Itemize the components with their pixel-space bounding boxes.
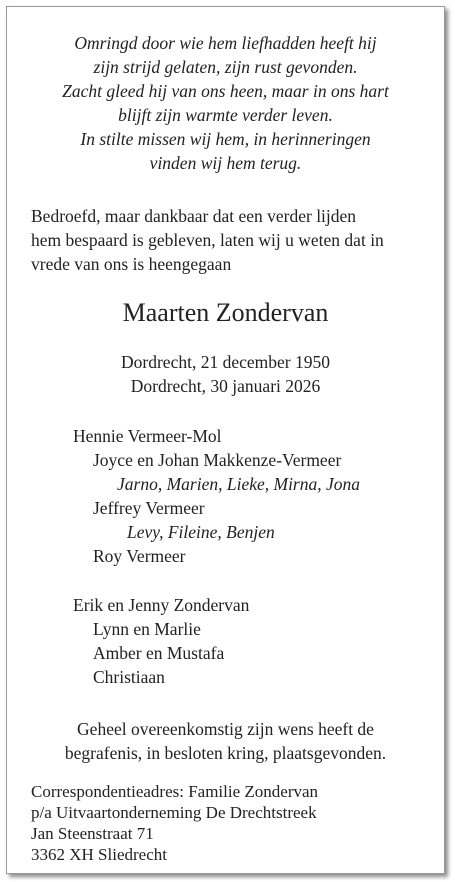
death-date: Dordrecht, 30 januari 2026 — [130, 376, 321, 396]
poem-line: Zacht gleed hij van ons heen, maar in ons hart — [62, 81, 389, 101]
grandchildren: Jarno, Marien, Lieke, Mirna, Jona — [117, 474, 361, 494]
grandchildren: Levy, Fileine, Benjen — [127, 522, 275, 542]
intro-line: vrede van ons is heengegaan — [31, 254, 232, 274]
family-member: Joyce en Johan Makkenze-Vermeer — [93, 450, 342, 470]
birth-date: Dordrecht, 21 december 1950 — [121, 352, 330, 372]
closing-line: Geheel overeenkomstig zijn wens heeft de — [77, 719, 374, 739]
poem-line: blijft zijn warmte verder leven. — [118, 105, 333, 125]
poem-line: Omringd door wie hem liefhadden heeft hij — [74, 33, 377, 53]
address-line: 3362 XH Sliedrecht — [31, 845, 167, 864]
family-head-2: Erik en Jenny Zondervan — [73, 595, 250, 615]
address-line: Jan Steenstraat 71 — [31, 824, 154, 843]
poem — [7, 31, 444, 175]
family-member: Amber en Mustafa — [93, 643, 225, 663]
family-member: Christiaan — [93, 667, 165, 687]
family-head-1: Hennie Vermeer-Mol — [73, 426, 222, 446]
poem-line: In stilte missen wij hem, in herinneringen — [80, 129, 371, 149]
obituary-card — [6, 6, 445, 874]
closing-line: begrafenis, in besloten kring, plaatsgevonden. — [64, 743, 387, 763]
poem-line: vinden wij hem terug. — [149, 153, 302, 173]
poem-line: zijn strijd gelaten, zijn rust gevonden. — [93, 57, 358, 77]
address-line: p/a Uitvaartonderneming De Drechtstreek — [31, 803, 317, 822]
family-member: Lynn en Marlie — [93, 619, 201, 639]
correspondence-address — [31, 781, 318, 865]
family-member: Roy Vermeer — [93, 546, 186, 566]
address-line: Correspondentieadres: Familie Zondervan — [31, 782, 319, 801]
family-member: Jeffrey Vermeer — [93, 498, 205, 518]
intro-text — [31, 204, 431, 276]
intro-line: hem bespaard is gebleven, laten wij u weten dat in — [31, 230, 384, 250]
closing-text — [7, 717, 444, 765]
intro-line: Bedroefd, maar dankbaar dat een verder lijden — [31, 206, 357, 226]
deceased-name: Maarten Zondervan — [122, 298, 329, 327]
life-dates — [7, 350, 444, 398]
